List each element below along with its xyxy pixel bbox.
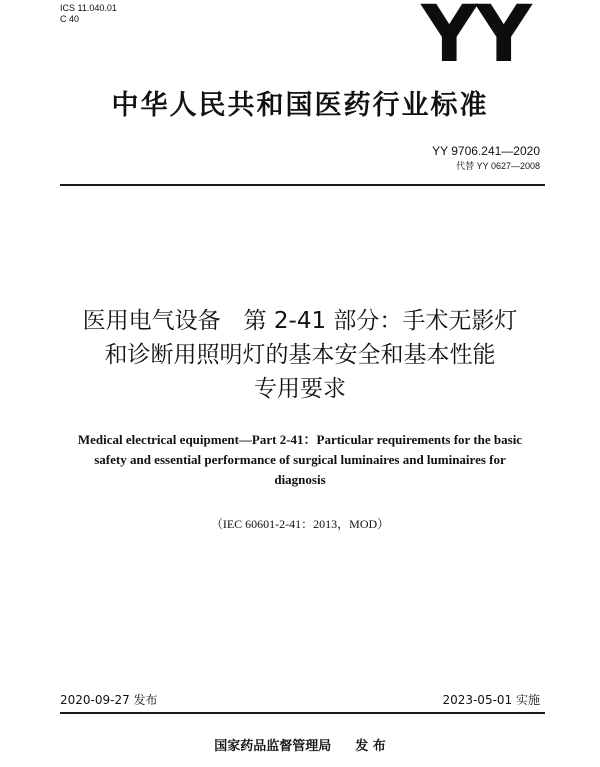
ccs-code: C 40 <box>60 14 80 24</box>
title-cn-line-2: 和诊断用照明灯的基本安全和基本性能 <box>104 342 496 368</box>
iec-reference: （IEC 60601-2-41：2013，MOD） <box>210 517 390 531</box>
title-en-line-2: safety and essential performance of surgical luminaires and luminaires for <box>94 452 506 467</box>
title-cn-line-3: 专用要求 <box>254 376 346 402</box>
publish-date: 2020-09-27 发布 <box>60 693 158 707</box>
ics-code: ICS 11.040.01 <box>60 3 117 13</box>
footer-divider <box>60 712 545 714</box>
title-cn-line-1: 医用电气设备 第 2-41 部分：手术无影灯 <box>82 308 518 334</box>
title-en-line-1: Medical electrical equipment—Part 2-41：Particular requirements for the basic <box>77 432 523 447</box>
yy-logo: YY <box>421 0 530 80</box>
issuer-name: 国家药品监督管理局 <box>214 739 332 754</box>
replaces-standard: 代替 YY 0627—2008 <box>456 161 540 171</box>
standard-organization: 中华人民共和国医药行业标准 <box>111 90 489 121</box>
implement-date: 2023-05-01 实施 <box>442 693 540 707</box>
issue-label: 发 布 <box>355 739 386 754</box>
issuer-line <box>0 738 600 756</box>
standard-number: YY 9706.241—2020 <box>432 144 540 158</box>
header-divider <box>60 184 545 186</box>
title-en-line-3: diagnosis <box>274 472 326 487</box>
